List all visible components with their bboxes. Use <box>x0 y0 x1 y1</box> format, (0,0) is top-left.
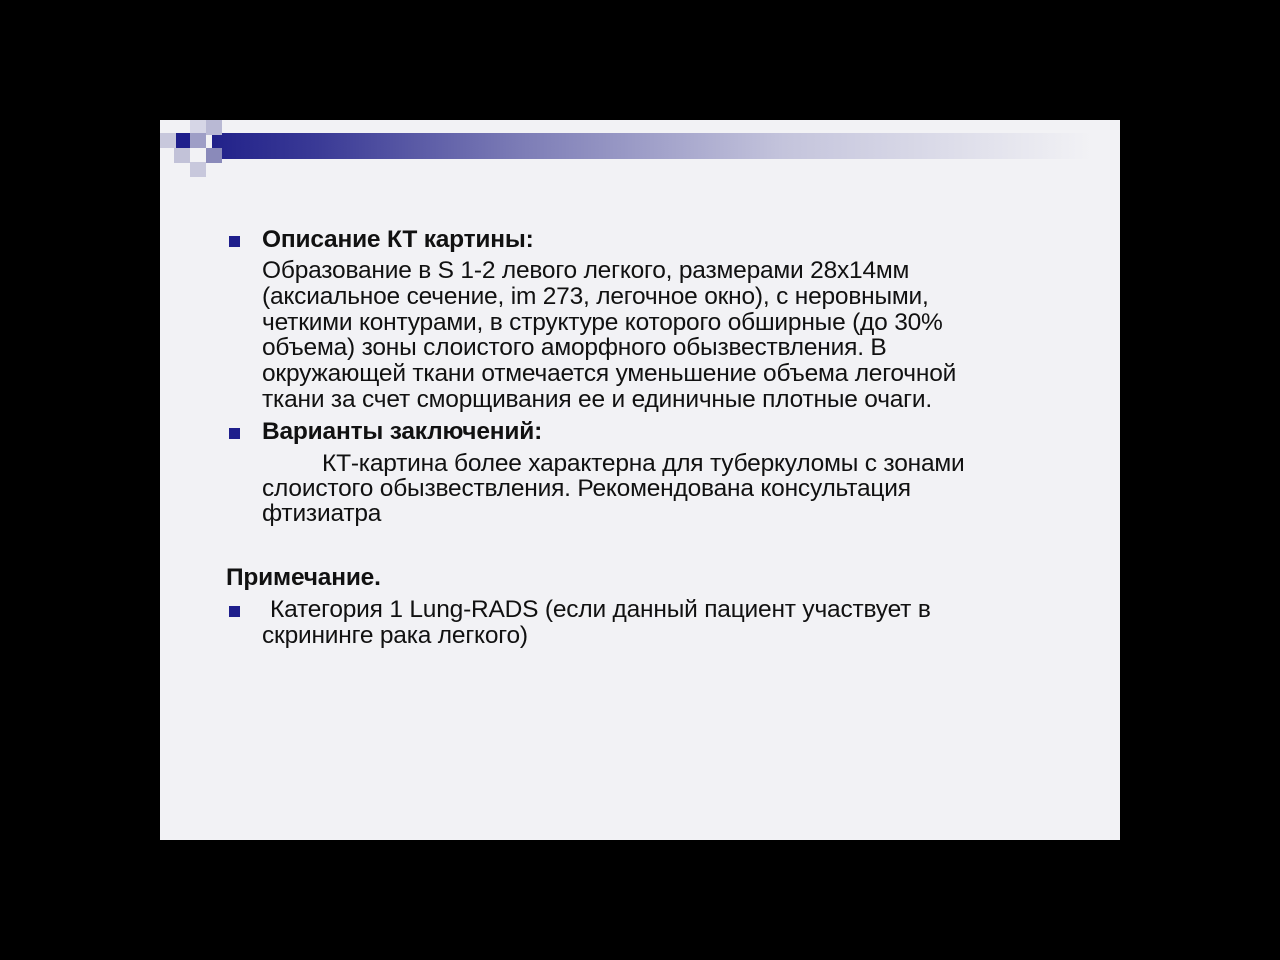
note-heading: Примечание. <box>226 564 381 591</box>
text-line: окружающей ткани отмечается уменьшение объема легочной <box>262 360 957 387</box>
text-line: (аксиальное сечение, im 273, легочное окно), с неровными, <box>262 283 929 310</box>
text-line: объема) зоны слоистого аморфного обызвествления. В <box>262 334 887 361</box>
presentation-slide <box>160 120 1120 840</box>
text-line: Образование в S 1-2 левого легкого, размерами 28х14мм <box>262 257 910 284</box>
text-line: Категория 1 Lung-RADS (если данный пациент участвует в <box>270 596 931 623</box>
section-heading-ct-description: Описание КТ картины: <box>262 226 534 253</box>
text-line: КТ-картина более характерна для туберкуломы с зонами <box>322 450 965 477</box>
slide-content <box>160 120 1120 840</box>
bullet-square <box>229 236 240 247</box>
text-line: четкими контурами, в структуре которого обширные (до 30% <box>262 309 943 336</box>
text-line: фтизиатра <box>262 500 382 527</box>
text-line: ткани за счет сморщивания ее и единичные плотные очаги. <box>262 386 933 413</box>
section-heading-conclusions: Варианты заключений: <box>262 418 543 445</box>
bullet-square <box>229 606 240 617</box>
bullet-square <box>229 428 240 439</box>
text-line: скрининге рака легкого) <box>262 622 528 649</box>
text-line: слоистого обызвествления. Рекомендована консультация <box>262 475 911 502</box>
